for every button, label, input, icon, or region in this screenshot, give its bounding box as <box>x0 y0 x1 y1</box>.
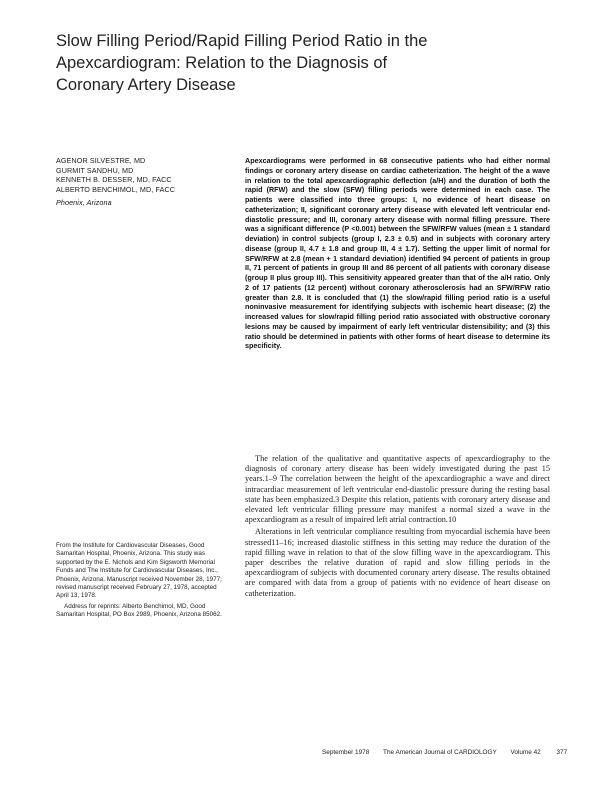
affiliation-footnote <box>56 542 226 620</box>
footer-volume: Volume 42 <box>510 749 541 756</box>
author-list <box>56 156 231 208</box>
body-paragraph: The relation of the qualitative and quantitative aspects of apexcardiography to the diagnosis of coronary artery disease has been widely investigated during the past 15 years.1–9 The correlation between the height of the apexcardiographic a wave and direct intracardiac measurement of left ventricular end-diastolic pressure during the resting basal state has been emphasized.3 Despite this relation, patients with coronary artery disease and elevated left ventricular filling pressure may manifest a normal sized a wave in the apexcardiogram as a result of impaired left atrial contraction.10 <box>245 454 550 525</box>
page-number: 377 <box>556 749 568 756</box>
author-name: AGENOR SILVESTRE, MD <box>56 156 146 165</box>
footnote-affiliation: From the Institute for Cardiovascular Diseases, Good Samaritan Hospital, Phoenix, Arizona. This study was supported by the E. Nichols and Kim Sigsworth Memorial Funds and The Institute for Cardiovascular Diseases, Inc., Phoenix, Arizona. Manuscript received November 28, 1977; revised manuscript received February 27, 1978, accepted April 13, 1978. <box>56 542 222 600</box>
page-footer <box>322 749 568 757</box>
title-line: Slow Filling Period/Rapid Filling Period Ratio in the <box>56 32 428 50</box>
author-location: Phoenix, Arizona <box>56 198 112 208</box>
author-name: ALBERTO BENCHIMOL, MD, FACC <box>56 184 176 194</box>
author-name: GURMIT SANDHU, MD <box>56 165 134 175</box>
abstract: Apexcardiograms were performed in 68 consecutive patients who had either normal findings or coronary artery disease on cardiac catheterization. The height of the a wave in relation to the total apexcardiographic deflection (a/H) and the duration of both the rapid (RFW) and the slow (SFW) filling periods were determined in each case. The patients were classified into three groups: I, no evidence of heart disease on catheterization; II, significant coronary artery disease with elevated left ventricular end-diastolic pressure; and III, coronary artery disease with normal filling pressure. There was a significant difference (P <0.001) between the SFW/RFW values (mean ± 1 standard deviation) in control subjects (group I, 2.3 ± 0.5) and in subjects with coronary artery disease (group II, 4.7 ± 1.8 and group III, 4 ± 1.7). Setting the upper limit of normal for SFW/RFW at 2.8 (mean + 1 standard deviation) identified 94 percent of patients in group II, 71 percent of patients in group III and 86 percent of all patients with coronary disease (group II plus group III). This sensitivity appeared greater than that of the a/H ratio. Only 2 of 17 patients (12 percent) without coronary atherosclerosis had an SFW/RFW ratio greater than 2.8. It is concluded that (1) the slow/rapid filling period ratio is a useful noninvasive measurement for identifying subjects with ischemic heart disease; (2) the increased values for slow/rapid filling period ratio associated with obstructive coronary lesions may be caused by impairment of early left ventricular distensibility; and (3) this ratio should be determined in patients with other forms of heart disease to determine its specificity. <box>245 156 550 351</box>
article-title <box>56 30 496 96</box>
author-name: KENNETH B. DESSER, MD, FACC <box>56 175 172 185</box>
footer-journal: The American Journal of CARDIOLOGY <box>383 749 497 756</box>
title-line: Coronary Artery Disease <box>56 76 236 94</box>
title-line: Apexcardiogram: Relation to the Diagnosis of <box>56 54 388 72</box>
body-text <box>245 454 550 599</box>
body-paragraph: Alterations in left ventricular compliance resulting from myocardial ischemia have been stressed11–16; increased diastolic stiffness in this setting may reduce the duration of the rapid filling wave in relation to that of the slow filling wave in the apexcardiogram. This paper describes the relative duration of rapid and slow filling periods in the apexcardiogram of subjects with documented coronary artery disease. The results obtained are compared with data from a group of patients with no evidence of heart disease on catheterization. <box>245 527 550 598</box>
footnote-reprints: Address for reprints: Alberto Benchimol, MD, Good Samaritan Hospital, PO Box 2989, Phoenix, Arizona 85062. <box>56 602 222 619</box>
footer-date: September 1978 <box>322 749 370 756</box>
